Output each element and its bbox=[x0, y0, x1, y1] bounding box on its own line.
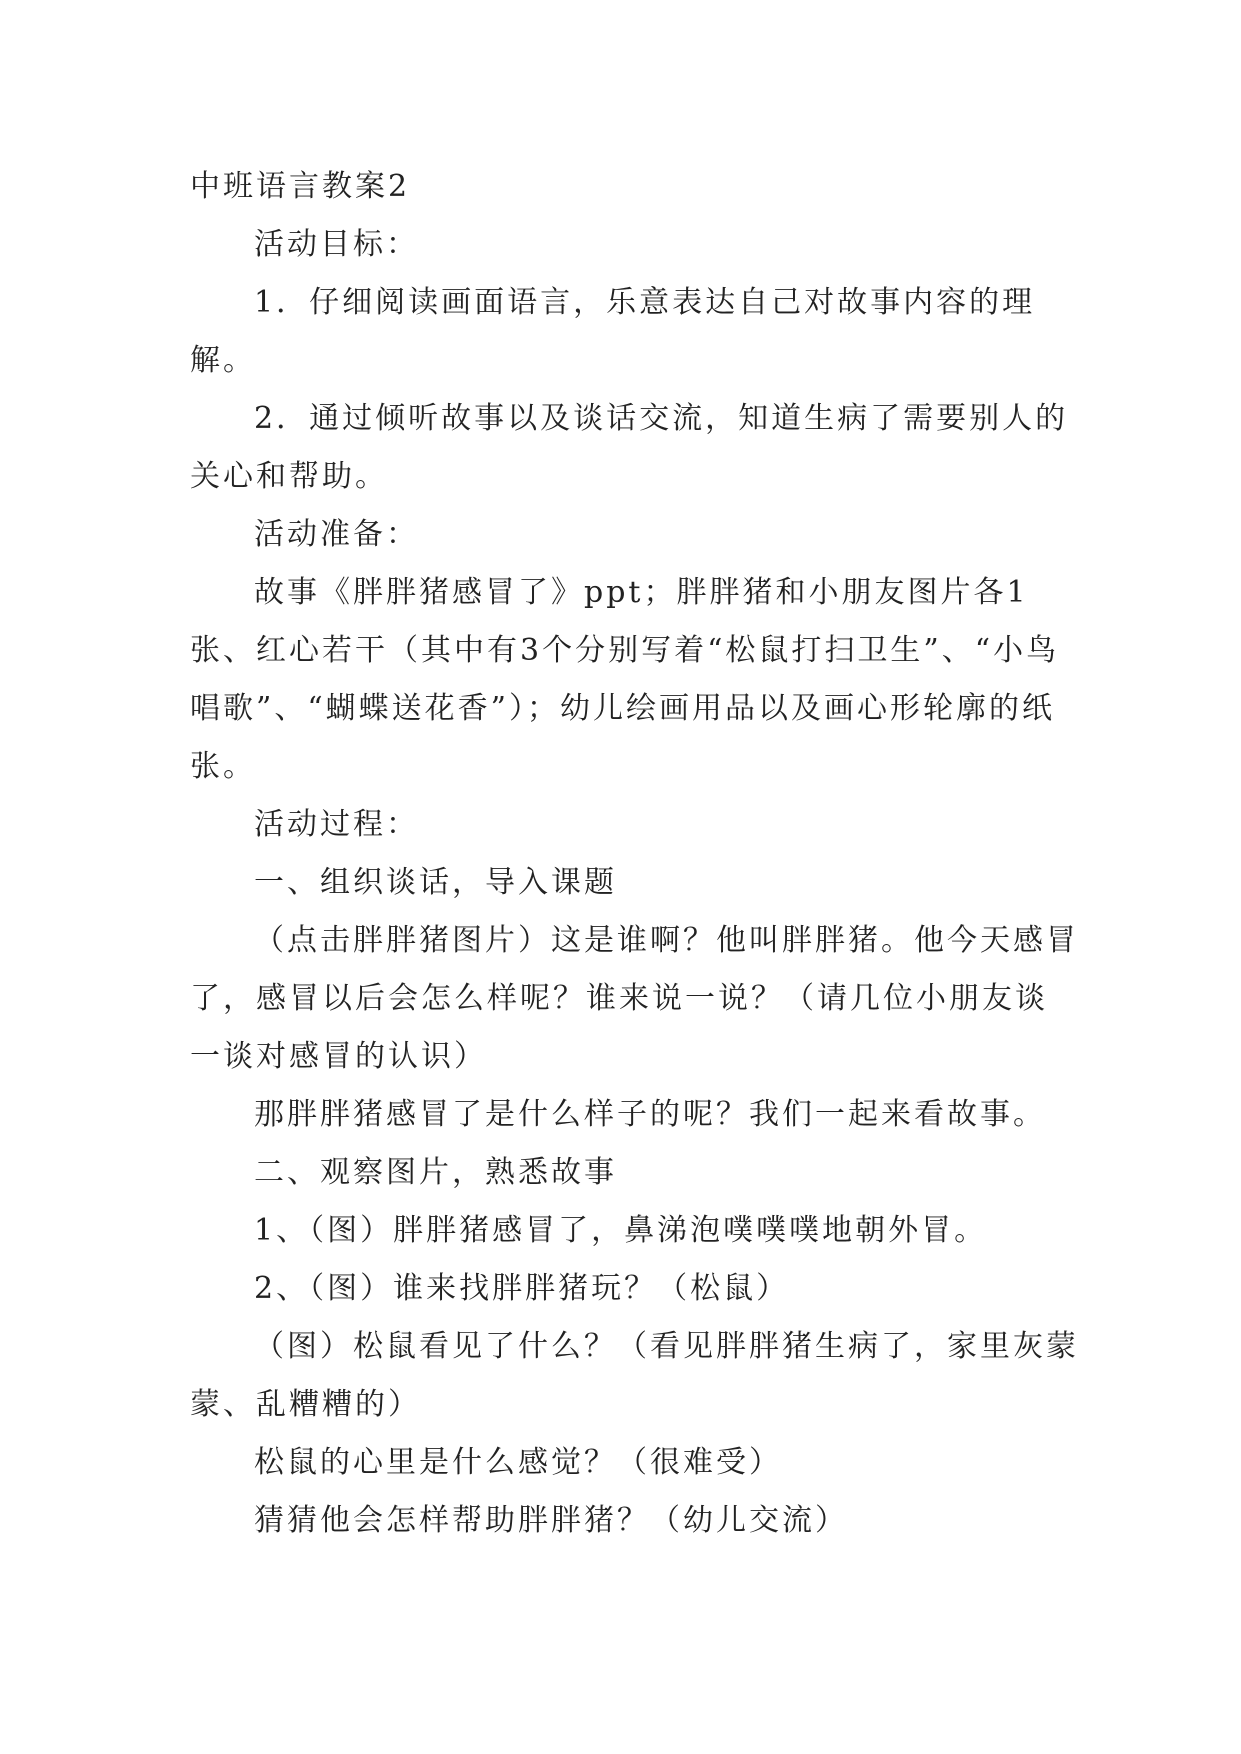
paragraph-goal-heading: 活动目标： bbox=[254, 227, 419, 262]
paragraph-squirrel-feels: 松鼠的心里是什么感觉？（很难受） bbox=[254, 1445, 782, 1480]
paragraph-section-2-heading: 二、观察图片，熟悉故事 bbox=[254, 1155, 617, 1190]
paragraph-prep-content: 故事《胖胖猪感冒了》ppt；胖胖猪和小朋友图片各1张、红心若干（其中有3个分别写着“松鼠打扫卫生”、“小鸟唱歌”、“蝴蝶送花香”）；幼儿绘画用品以及画心形轮廓的纸张。 bbox=[190, 575, 1060, 784]
paragraph-story-intro: 那胖胖猪感冒了是什么样子的呢？我们一起来看故事。 bbox=[254, 1097, 1046, 1132]
paragraph-prep-heading: 活动准备： bbox=[254, 517, 419, 552]
paragraph-step-1: 1、（图）胖胖猪感冒了，鼻涕泡噗噗噗地朝外冒。 bbox=[254, 1213, 988, 1248]
paragraph-guess-help: 猜猜他会怎样帮助胖胖猪？（幼儿交流） bbox=[254, 1503, 848, 1538]
document-title: 中班语言教案2 bbox=[190, 169, 411, 204]
paragraph-section-1-heading: 一、组织谈话，导入课题 bbox=[254, 865, 617, 900]
paragraph-step-2: 2、（图）谁来找胖胖猪玩？（松鼠） bbox=[254, 1271, 790, 1306]
document-body bbox=[190, 158, 1080, 1550]
paragraph-process-heading: 活动过程： bbox=[254, 807, 419, 842]
paragraph-goal-1: 1．仔细阅读画面语言，乐意表达自己对故事内容的理解。 bbox=[190, 285, 1036, 378]
paragraph-goal-2: 2．通过倾听故事以及谈话交流，知道生病了需要别人的关心和帮助。 bbox=[190, 401, 1069, 494]
paragraph-section-1-text: （点击胖胖猪图片）这是谁啊？他叫胖胖猪。他今天感冒了，感冒以后会怎么样呢？谁来说一说？（请几位小朋友谈一谈对感冒的认识） bbox=[190, 923, 1079, 1074]
paragraph-squirrel-sees: （图）松鼠看见了什么？（看见胖胖猪生病了，家里灰蒙蒙、乱糟糟的） bbox=[190, 1329, 1079, 1422]
